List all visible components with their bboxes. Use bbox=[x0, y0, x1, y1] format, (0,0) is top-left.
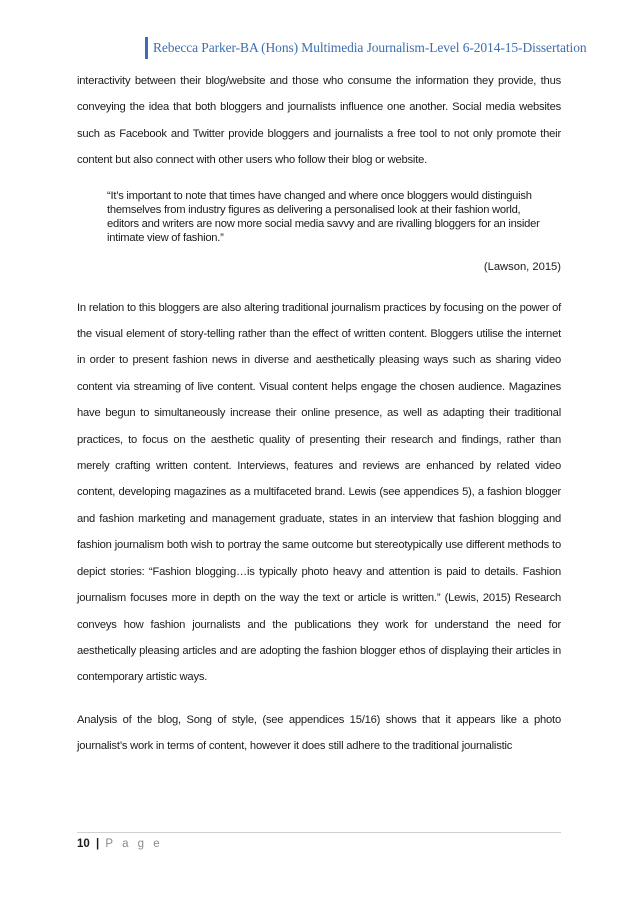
page-number: 10 bbox=[77, 838, 90, 850]
footer-divider bbox=[77, 832, 561, 833]
page-footer bbox=[77, 838, 163, 850]
body-text bbox=[77, 68, 561, 760]
block-quote: “It’s important to note that times have changed and where once bloggers would distinguish themselves from industry figures as delivering a personalised look at their fashion world, editors and writers are now more social media savvy and are rivalling bloggers for an insider intimate view of fashion.” bbox=[107, 189, 540, 244]
header-title: Rebecca Parker-BA (Hons) Multimedia Journalism-Level 6-2014-15-Dissertation bbox=[153, 40, 587, 55]
footer-separator: | bbox=[96, 838, 100, 850]
paragraph-3: Analysis of the blog, Song of style, (see appendices 15/16) shows that it appears like a photo journalist’s work in terms of content, however it does still adhere to the traditional journalistic bbox=[77, 713, 561, 753]
running-header bbox=[145, 37, 587, 59]
quote-citation: (Lawson, 2015) bbox=[483, 260, 561, 273]
paragraph-2: In relation to this bloggers are also altering traditional journalism practices by focusing on the power of the visual element of story-telling rather than the effect of written content. Bloggers utilise the internet in order to present fashion news in diverse and aesthetically pleasing ways such as sharing video content via streaming of live content. Visual content helps engage the chosen audience. Magazines have begun to simultaneously increase their online presence, as well as adapting their traditional practices, to focus on the aesthetic quality of presenting their research and findings, rather than merely crafting written content. Interviews, features and reviews are enhanced by related video content, developing magazines as a multifaceted brand. Lewis (see appendices 5), a fashion blogger and fashion marketing and management graduate, states in an interview that fashion blogging and fashion journalism both wish to portray the same outcome but stereotypically use different methods to depict stories: “Fashion blogging…is typically photo heavy and attention is paid to details. Fashion journalism focuses more in depth on the way the text or article is written.” (Lewis, 2015) Research conveys how fashion journalists and the publications they work for understand the need for aesthetically pleasing articles and are adopting the fashion blogger ethos of displaying their articles in contemporary artistic ways. bbox=[77, 301, 561, 684]
paragraph-1: interactivity between their blog/website and those who consume the information they provide, thus conveying the idea that both bloggers and journalists influence one another. Social media websites such as Facebook and Twitter provide bloggers and journalists a free tool to not only promote their content but also connect with other users who follow their blog or website. bbox=[77, 75, 561, 167]
page-label: P a g e bbox=[105, 838, 163, 850]
